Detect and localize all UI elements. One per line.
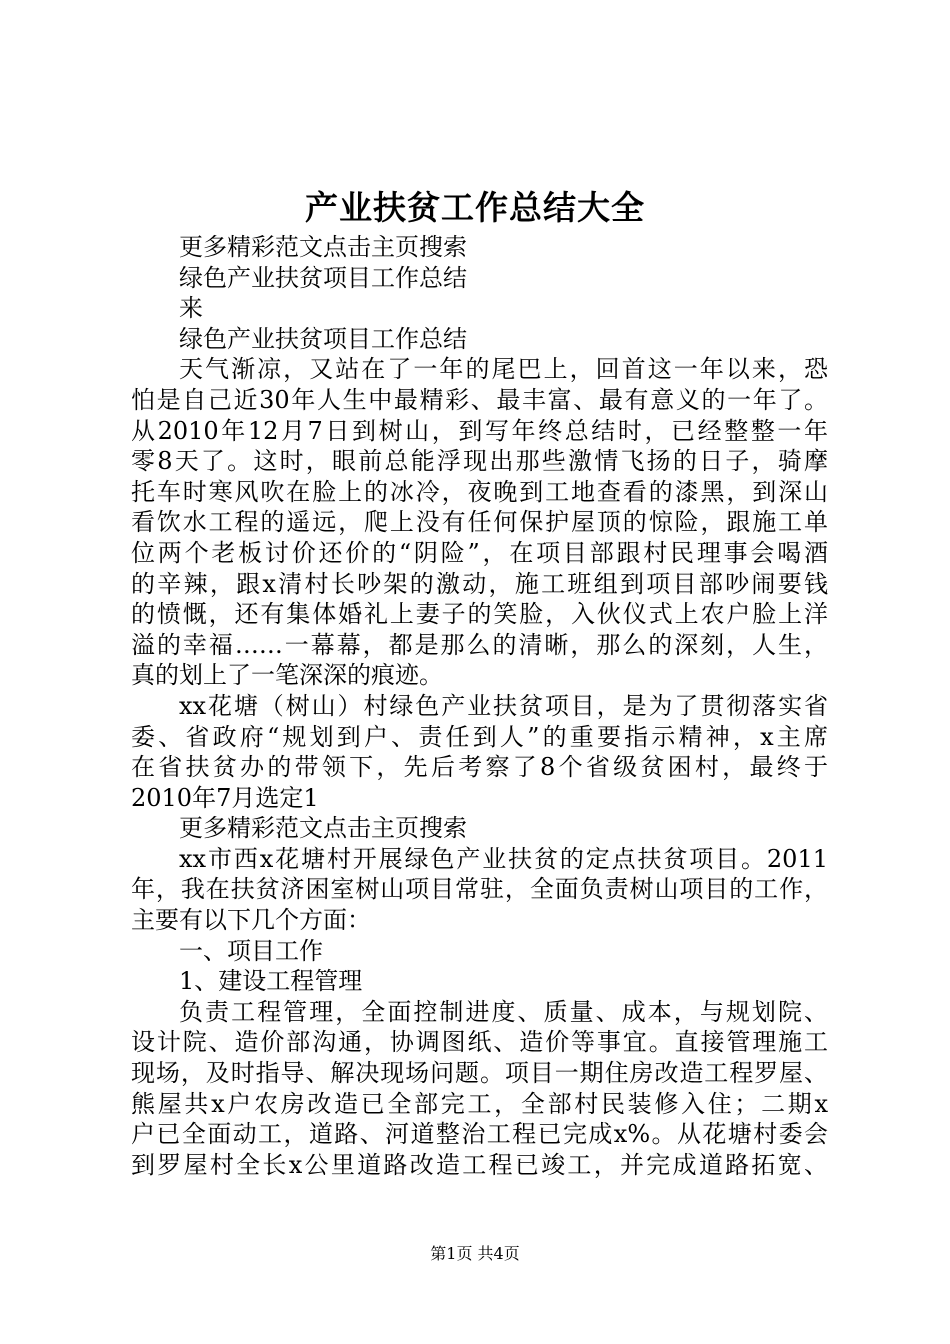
text-line: 现场，及时指导、解决现场问题。项目一期住房改造工程罗屋、 xyxy=(131,1059,828,1088)
text-line: 绿色产业扶贫项目工作总结 xyxy=(179,324,467,353)
text-line: 在省扶贫办的带领下，先后考察了8个省级贫困村，最终于 xyxy=(131,753,828,782)
text-line: 真的划上了一笔深深的痕迹。 xyxy=(131,661,443,690)
text-line: 绿色产业扶贫项目工作总结 xyxy=(179,263,467,292)
text-line: 天气渐凉，又站在了一年的尾巴上，回首这一年以来，恐 xyxy=(179,355,828,384)
page-footer: 第1页 共4页 xyxy=(430,1244,520,1263)
text-line: 2010年7月选定1 xyxy=(131,783,319,812)
text-line: 更多精彩范文点击主页搜索 xyxy=(179,814,467,843)
text-line: 负责工程管理，全面控制进度、质量、成本，与规划院、 xyxy=(179,997,828,1026)
text-line: 的愤慨，还有集体婚礼上妻子的笑脸，入伙仪式上农户脸上洋 xyxy=(131,600,828,629)
text-line: 溢的幸福……一幕幕，都是那么的清晰，那么的深刻，人生， xyxy=(131,630,828,659)
text-line: 怕是自己近30年人生中最精彩、最丰富、最有意义的一年了。 xyxy=(131,385,828,414)
text-line: 更多精彩范文点击主页搜索 xyxy=(179,233,467,261)
text-line: 到罗屋村全长x公里道路改造工程已竣工，并完成道路拓宽、 xyxy=(131,1150,828,1179)
text-line: 从2010年12月7日到树山，到写年终总结时，已经整整一年 xyxy=(131,416,828,445)
text-line: 零8天了。这时，眼前总能浮现出那些激情飞扬的日子，骑摩 xyxy=(131,447,828,476)
text-line: 来 xyxy=(179,294,203,323)
text-line: 设计院、造价部沟通，协调图纸、造价等事宜。直接管理施工 xyxy=(131,1028,828,1057)
text-line: 委、省政府“规划到户、责任到人”的重要指示精神，x主席 xyxy=(131,722,828,751)
document-body xyxy=(131,232,828,1180)
text-line: 1、建设工程管理 xyxy=(179,967,363,996)
text-line: 托车时寒风吹在脸上的冰冷，夜晚到工地查看的漆黑，到深山 xyxy=(131,477,828,506)
text-line: 一、项目工作 xyxy=(179,936,323,965)
text-line: 主要有以下几个方面： xyxy=(131,906,371,935)
text-line: 熊屋共x户农房改造已全部完工，全部村民装修入住；二期x xyxy=(131,1089,828,1118)
document-title: 产业扶贫工作总结大全 xyxy=(305,188,645,227)
text-line: 位两个老板讨价还价的“阴险”，在项目部跟村民理事会喝酒 xyxy=(131,538,828,567)
text-line: xx花塘（树山）村绿色产业扶贫项目，是为了贯彻落实省 xyxy=(179,691,828,720)
text-line: 年，我在扶贫济困室树山项目常驻，全面负责树山项目的工作， xyxy=(131,875,828,904)
text-line: 户已全面动工，道路、河道整治工程已完成x%。从花塘村委会 xyxy=(131,1120,828,1149)
text-line: xx市西x花塘村开展绿色产业扶贫的定点扶贫项目。2011 xyxy=(179,844,828,873)
text-line: 的辛辣，跟x清村长吵架的激动，施工班组到项目部吵闹要钱 xyxy=(131,569,828,598)
text-line: 看饮水工程的遥远，爬上没有任何保护屋顶的惊险，跟施工单 xyxy=(131,508,828,537)
